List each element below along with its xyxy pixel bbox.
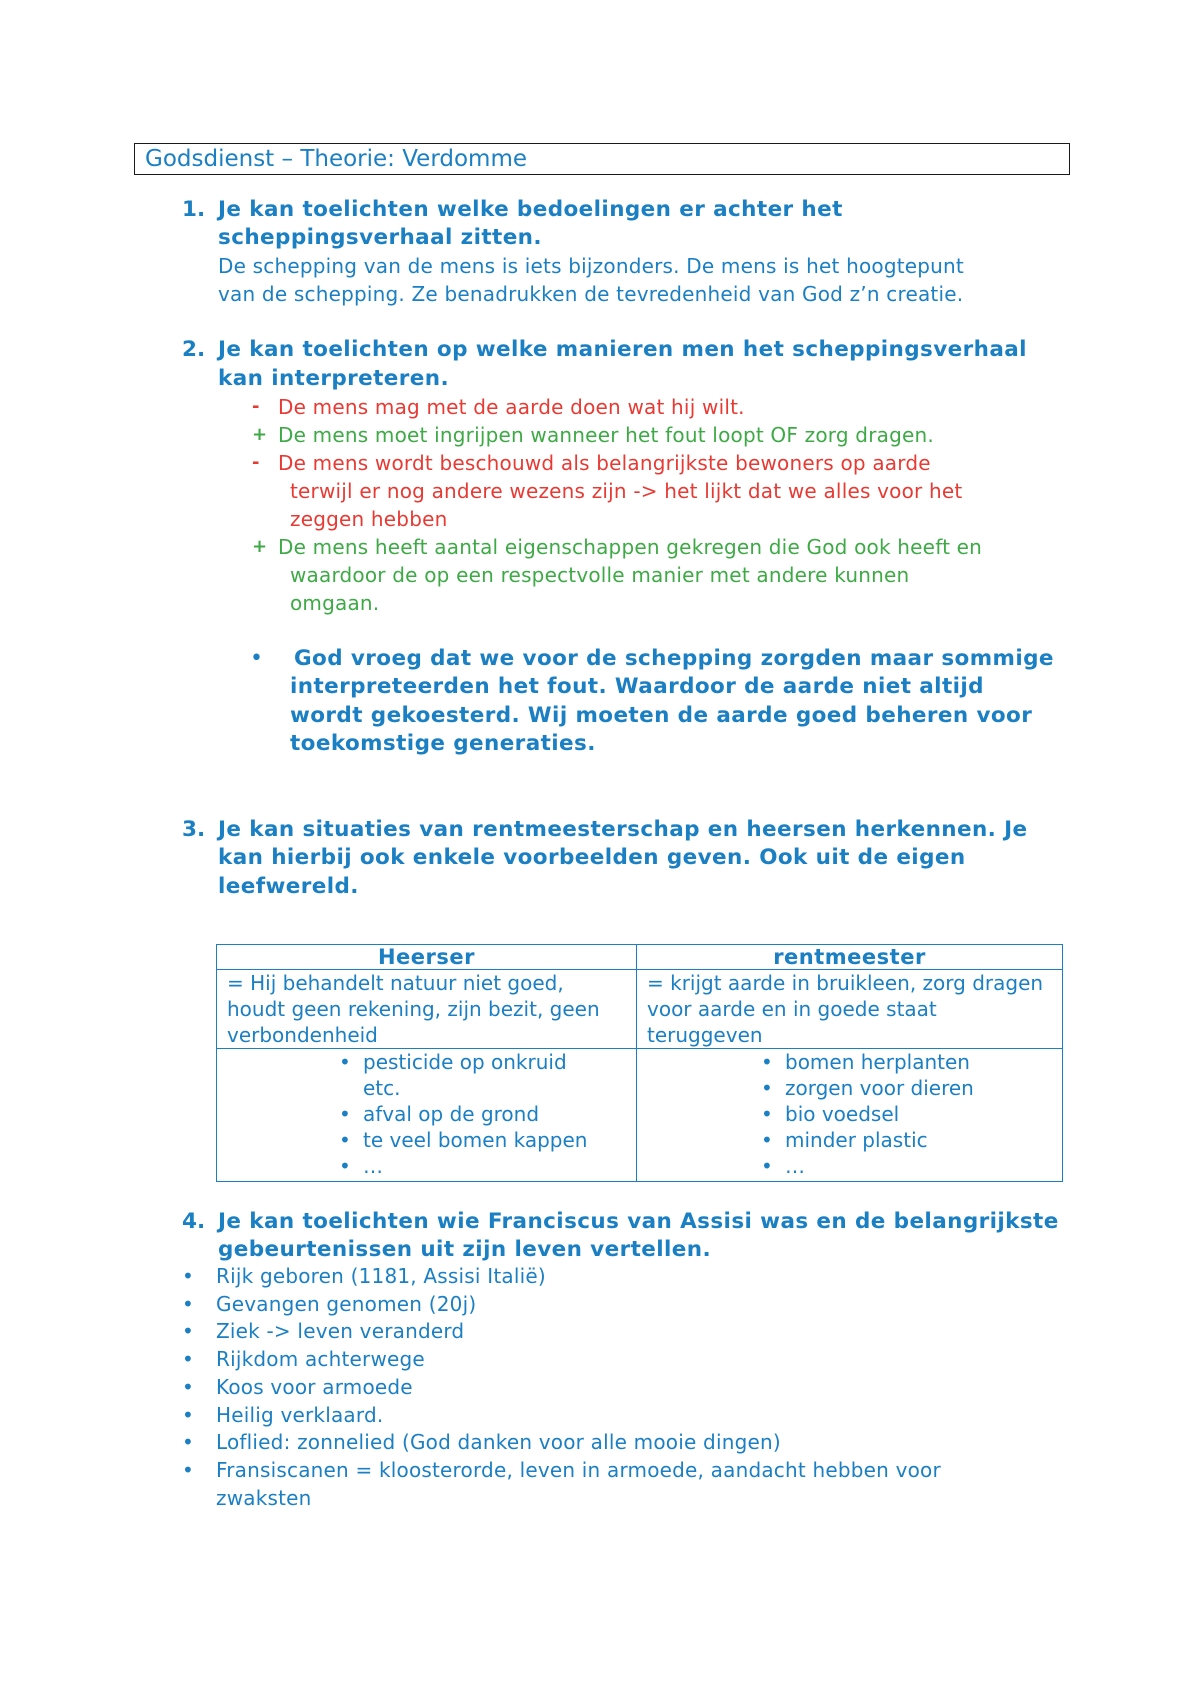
list-item-text: Fransiscanen = kloosterorde, leven in armoede, aandacht hebben voor zwaksten [216,1457,941,1510]
heerser-examples-cell [217,1049,637,1182]
heerser-examples-list [335,1049,626,1179]
list-item-text: Koos voor armoede [216,1374,413,1399]
list-item: • minder plastic [757,1127,1052,1153]
list-item: • zorgen voor dieren [757,1075,1052,1101]
q4-heading-line-1: Je kan toelichten wie Franciscus van Assisi was en de belangrijkste [218,1209,1059,1234]
plus-mark: + [252,424,268,445]
q2-item-1-line-1: De mens mag met de aarde doen wat hij wilt. [278,395,745,419]
bullet-icon: • [182,1457,194,1482]
table-header-rentmeester: rentmeester [637,945,1063,970]
bullet-icon: • [182,1430,194,1455]
minus-mark: - [252,452,260,473]
q1-heading-line-2: scheppingsverhaal zitten. [218,225,542,250]
q3-heading-line-1: Je kan situaties van rentmeesterschap en heersen herkennen. Je [218,817,1028,842]
q2-item-3-line-1: De mens wordt beschouwd als belangrijkste bewoners op aarde [278,451,931,475]
table-row [217,1049,1063,1182]
q2-item-3-line-3: zeggen hebben [290,507,448,531]
q2-item-2-line-1: De mens moet ingrijpen wanneer het fout loopt OF zorg dragen. [278,423,934,447]
title-box [134,143,1070,175]
rentmeester-examples-cell [637,1049,1063,1182]
plus-mark: + [252,536,268,557]
list-item-text: Rijkdom achterwege [216,1347,425,1372]
bullet-icon: • [182,1319,194,1344]
q2-item-4-line-1: De mens heeft aantal eigenschappen gekregen die God ook heeft en [278,535,983,559]
q3-heading-line-2: kan hierbij ook enkele voorbeelden geven. Ook uit de eigen [218,845,966,870]
list-item: • te veel bomen kappen [335,1127,626,1153]
q1-number: 1. [182,197,206,222]
q2-heading-line-2: kan interpreteren. [218,366,450,391]
bullet-icon: • [250,646,263,671]
list-item: • … [757,1153,1052,1179]
q2-note-line-1: God vroeg dat we voor de schepping zorgden maar sommige [294,646,1054,671]
bullet-icon: • [182,1264,194,1288]
list-item [182,1346,1016,1374]
q2-note-line-4: toekomstige generaties. [290,731,596,756]
q1-answer-line-2: van de schepping. Ze benadrukken de tevredenheid van God z’n creatie. [218,282,964,306]
list-item [182,1263,1016,1291]
list-item: • bomen herplanten [757,1049,1052,1075]
list-item: • … [335,1153,626,1179]
q2-number: 2. [182,337,206,362]
q2-note-line-2: interpreteerden het fout. Waardoor de aarde niet altijd [290,674,984,699]
list-item [182,1402,1016,1430]
q1-answer-line-1: De schepping van de mens is iets bijzonders. De mens is het hoogtepunt [218,254,964,278]
list-item [182,1429,1016,1457]
list-item-text: Ziek -> leven veranderd [216,1319,465,1344]
table-header-row [217,945,1063,970]
q4-heading-line-2: gebeurtenissen uit zijn leven vertellen. [218,1237,712,1262]
rentmeester-definition: = krijgt aarde in bruikleen, zorg dragen voor aarde en in goede staat teruggeven [637,970,1063,1049]
page-title: Godsdienst – Theorie: Verdomme [145,146,528,172]
table-row [217,970,1063,1049]
minus-mark: - [252,396,260,417]
q2-heading-line-1: Je kan toelichten op welke manieren men het scheppingsverhaal [218,337,1027,362]
list-item [182,1374,1016,1402]
rentmeester-heerser-table [216,944,1063,1182]
list-item-text: Heilig verklaard. [216,1402,384,1427]
rentmeester-examples-list [757,1049,1052,1179]
bullet-icon: • [182,1347,194,1372]
list-item-text: Loflied: zonnelied (God danken voor alle mooie dingen) [216,1430,781,1455]
list-item [182,1318,1016,1346]
list-item-text: Gevangen genomen (20j) [216,1291,477,1316]
bullet-icon: • [182,1374,194,1399]
heerser-definition: = Hij behandelt natuur niet goed, houdt geen rekening, zijn bezit, geen verbondenheid [217,970,637,1049]
q2-item-4-line-2: waardoor de op een respectvolle manier met andere kunnen [290,563,910,587]
list-item-text: Rijk geboren (1181, Assisi Italië) [216,1264,546,1288]
list-item: • afval op de grond [335,1101,626,1127]
q2-note-line-3: wordt gekoesterd. Wij moeten de aarde goed beheren voor [290,703,1033,728]
q3-number: 3. [182,817,206,842]
list-item: • pesticide op onkruid etc. [335,1049,608,1101]
q3-heading-line-3: leefwereld. [218,874,359,899]
bullet-icon: • [182,1402,194,1427]
list-item: • bio voedsel [757,1101,1052,1127]
q4-number: 4. [182,1209,206,1234]
q1-heading-line-1: Je kan toelichten welke bedoelingen er achter het [218,197,843,222]
list-item [182,1291,1016,1319]
list-item [182,1457,1016,1512]
table-header-heerser: Heerser [217,945,637,970]
q2-item-3-line-2: terwijl er nog andere wezens zijn -> het lijkt dat we alles voor het [290,479,963,503]
bullet-icon: • [182,1291,194,1316]
q2-item-4-line-3: omgaan. [290,591,380,615]
franciscus-events-list [182,1263,1016,1512]
